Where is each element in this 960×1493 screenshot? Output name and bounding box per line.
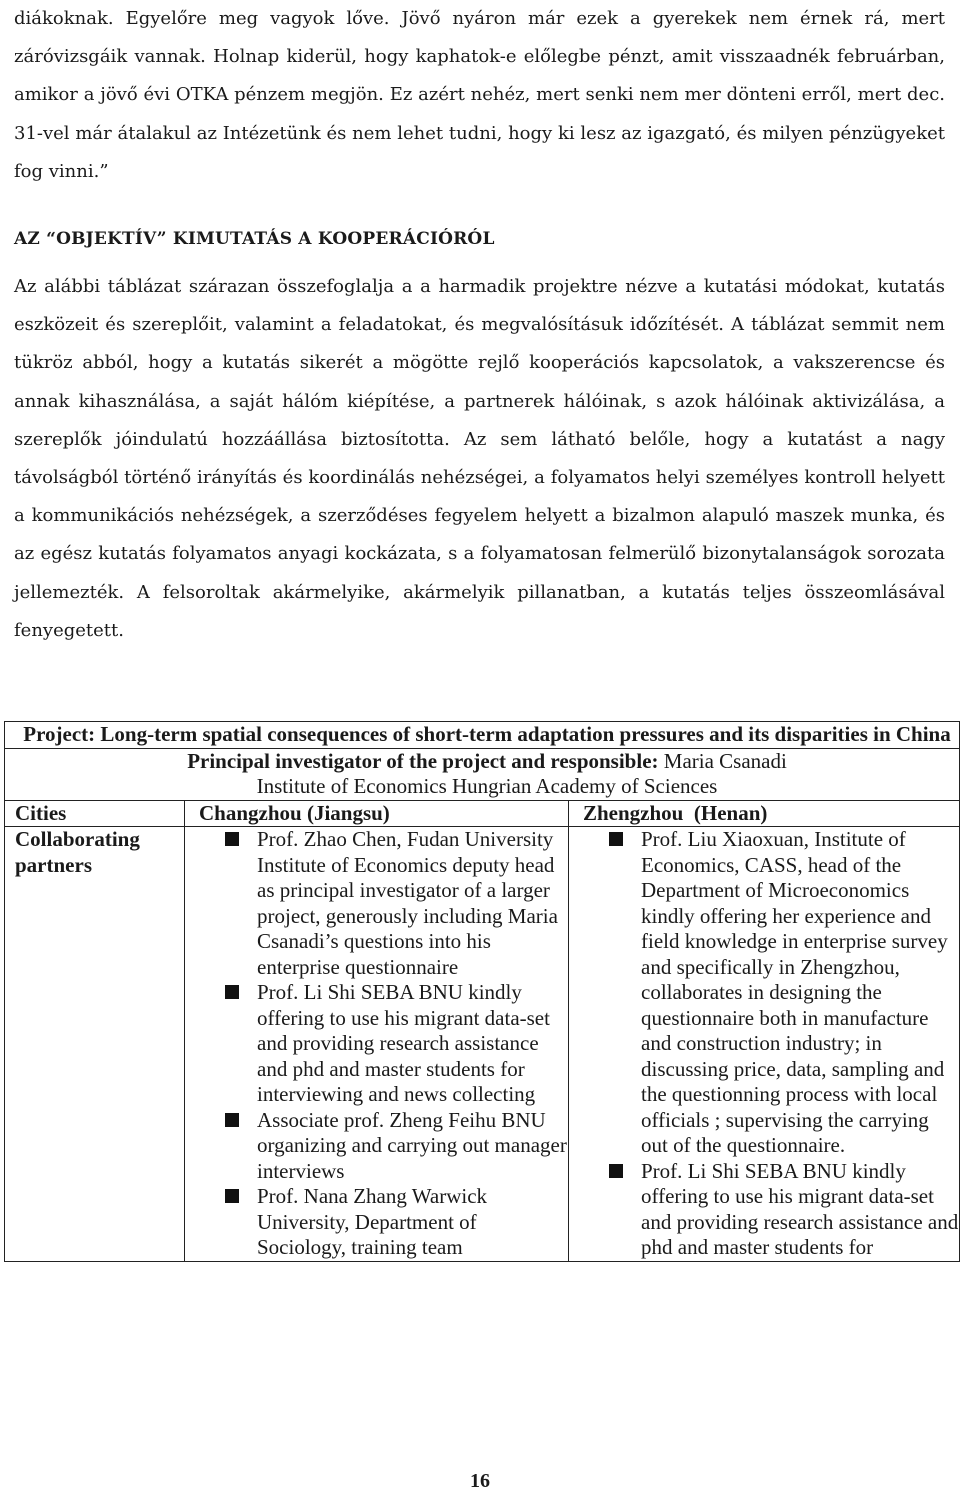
section-paragraph bbox=[14, 268, 945, 650]
partners-label: Collaborating partners bbox=[5, 827, 185, 1262]
section-paragraph-text: Az alábbi táblázat szárazan összefoglalja a a harmadik projektre nézve a kutatási módokat, kutatás eszközeit és szereplőit, valamint a feladatokat, és megvalósításuk időzítését. A táblázat semmit nem tükröz abból, hogy a kutatás sikerét a mögötte rejlő kooperációs kapcsolatok, a vakszerencse és annak kihasználása, a saját hálóm kiépítése, a partnerek hálóinak, s azok hálóinak aktivizálása, a szereplők jóindulatú hozzáállása biztosította. Az sem látható belőle, hogy a kutatást a nagy távolságból történő irányítás és koordinálás nehézségei, a folyamatos helyi személyes kontroll helyett a kommunikációs nehézségek, a szerződéses fegyelem helyett a bizalmon alapuló maszek munka, és az egész kutatás folyamatos anyagi kockázata, s a folyamatosan felmerülő bizonytalanságok sorozata jellemezték. A felsoroltak akármelyike, akármelyik pillanatban, a kutatás teljes összeomlásával fenyegetett. bbox=[14, 276, 945, 641]
project-title-row bbox=[5, 722, 960, 749]
partner-text: Prof. Zhao Chen, Fudan University Institute of Economics deputy head as principal investigator of a larger project, generously including Maria Csanadi’s questions into his enterprise questionnaire bbox=[257, 827, 558, 979]
intro-text: diákoknak. Egyelőre meg vagyok lőve. Jövő nyáron már ezek a gyerekek nem érnek rá, mert záróvizsgáik vannak. Holnap kiderül, hogy kaphatok-e előlegbe pénzt, amit visszaadnék februárban, amikor a jövő évi OTKA pénzem megjön. Ez azért nehéz, mert senki nem mer dönteni erről, mert dec. 31-vel már átalakul az Intézetünk és nem lehet tudni, hogy ki lesz az igazgató, és milyen pénzügyeket fog vinni.” bbox=[14, 8, 945, 182]
intro-paragraph bbox=[14, 0, 945, 191]
square-bullet-icon bbox=[225, 1113, 239, 1127]
list-item bbox=[579, 1159, 959, 1261]
list-item bbox=[195, 1108, 568, 1185]
list-item bbox=[579, 827, 959, 1159]
partner-text: Prof. Liu Xiaoxuan, Institute of Economics, CASS, head of the Department of Microeconomics kindly offering her experience and field knowledge in enterprise survey and specifically in Zhengzhou, collaborates in designing the questionnaire both in manufacture and construction industry; in discussing price, data, sampling and the questionning process with local officials ; supervising the carrying out of the questionnaire. bbox=[641, 827, 948, 1157]
square-bullet-icon bbox=[225, 1189, 239, 1203]
page-number: 16 bbox=[470, 1470, 490, 1492]
partner-text: Associate prof. Zheng Feihu BNU organizing and carrying out manager interviews bbox=[257, 1107, 567, 1183]
partners-row bbox=[5, 827, 960, 1262]
partner-text: Prof. Li Shi SEBA BNU kindly offering to use his migrant data-set and providing research assistance and phd and master students for bbox=[641, 1158, 959, 1259]
square-bullet-icon bbox=[225, 985, 239, 999]
partner-text: Prof. Nana Zhang Warwick University, Department of Sociology, training team bbox=[257, 1184, 488, 1259]
cities-label: Cities bbox=[5, 800, 185, 827]
section-heading: AZ “OBJEKTÍV” KIMUTATÁS A KOOPERÁCIÓRÓL bbox=[14, 229, 495, 249]
changzhou-partners-cell bbox=[185, 827, 569, 1262]
square-bullet-icon bbox=[609, 1164, 623, 1178]
pi-name: Maria Csanadi bbox=[663, 748, 787, 773]
partner-text: Prof. Li Shi SEBA BNU kindly offering to use his migrant data-set and providing research assistance and phd and master students for interviewing and news collecting bbox=[257, 980, 550, 1106]
list-item bbox=[195, 827, 568, 980]
zhengzhou-partners-cell bbox=[569, 827, 960, 1262]
cities-row bbox=[5, 800, 960, 827]
city-changzhou: Changzhou (Jiangsu) bbox=[185, 800, 569, 827]
changzhou-partners-list bbox=[195, 827, 568, 1261]
project-title-cell: Project: Long-term spatial consequences of short-term adaptation pressures and its disparities in China bbox=[5, 722, 960, 749]
square-bullet-icon bbox=[225, 832, 239, 846]
square-bullet-icon bbox=[609, 832, 623, 846]
cooperation-table bbox=[4, 721, 960, 1262]
city-zhengzhou: Zhengzhou (Henan) bbox=[569, 800, 960, 827]
pi-row bbox=[5, 748, 960, 800]
list-item bbox=[195, 980, 568, 1108]
list-item bbox=[195, 1184, 568, 1261]
zhengzhou-partners-list bbox=[579, 827, 959, 1261]
pi-institution: Institute of Economics Hungrian Academy of Sciences bbox=[256, 774, 718, 798]
pi-label: Principal investigator of the project and responsible: bbox=[187, 748, 659, 773]
pi-cell bbox=[5, 748, 960, 800]
